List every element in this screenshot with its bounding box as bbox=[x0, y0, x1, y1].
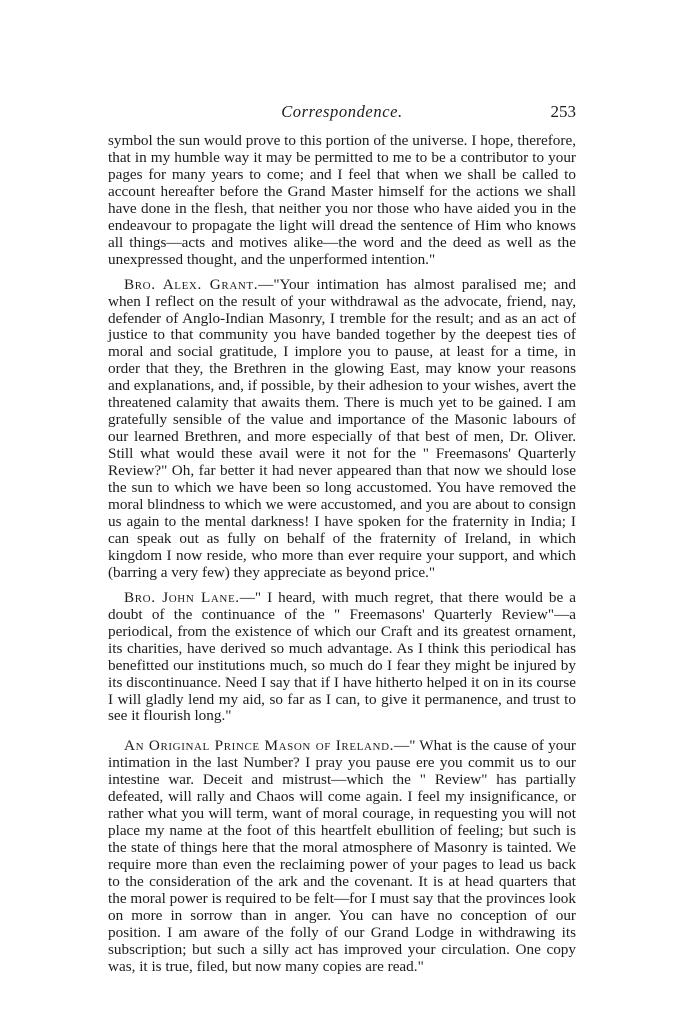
paragraph-letter-alex-grant bbox=[108, 277, 576, 582]
page-number: 253 bbox=[550, 102, 576, 121]
paragraph-continuation bbox=[108, 133, 576, 269]
speaker-name: Bro. Alex. Grant. bbox=[124, 275, 259, 293]
paragraph-letter-john-lane bbox=[108, 590, 576, 726]
running-title: Correspondence. bbox=[281, 102, 403, 121]
paragraph-text: —"Your intimation has almost paralised me; and when I reflect on the result of your withdrawal as the advocate, friend, nay, defender of Anglo-Indian Masonry, I tremble for the result; and as an act of justice to that community you have banded together by the deepest ties of moral and social gratitude, I implore you to pause, at least for a time, in order that they, the Brethren in the glowing East, may know your reasons and explanations, and, if possible, by their adhesion to your wishes, avert the threatened calamity that awaits them. There is much yet to be gained. I am gratefully sensible of the value and importance of the Masonic labours of our learned Brethren, and more especially of that best of men, Dr. Oliver. Still what would these avail were it not for the " Freemasons' Quarterly Review?" Oh, far better it had never appeared than that now we should lose the sun to which we have been so long accustomed. You have removed the moral blindness to which we were accustomed, and you are about to consign us again to the mental darkness! I have spoken for the fraternity in India; I can speak out as fully on behalf of the fraternity of Ireland, in which kingdom I now reside, who more than ever require your support, and which (barring a very few) they appreciate as beyond price." bbox=[108, 275, 576, 581]
paragraph-text: —" I heard, with much regret, that there would be a doubt of the continuance of the " Freemasons' Quarterly Review"—a periodical, from the existence of which our Craft and its greatest ornament, its charities, have derived so much advantage. As I think this periodical has benefitted our institutions much, so much do I fear they might be injured by its discontinuance. Need I say that if I have hitherto helped it on in its course I will gladly lend my aid, so far as I can, to give it permanence, and trust to see it flourish long." bbox=[108, 588, 576, 725]
body-text bbox=[108, 133, 576, 976]
page-header bbox=[104, 102, 580, 124]
paragraph-text: symbol the sun would prove to this portion of the universe. I hope, therefore, that in my humble way it may be permitted to me to be a contributor to your pages for many years to come; and I feel that when we shall be called to account hereafter before the Grand Master himself for the actions we shall have done in the flesh, that neither you nor those who have aided you in the endeavour to propagate the light will dread the sentence of Him who knows all things—acts and motives alike—the word and the deed as well as the unexpressed thought, and the unperformed intention." bbox=[108, 132, 576, 268]
speaker-name: Bro. John Lane. bbox=[124, 588, 240, 606]
speaker-name: An Original Prince Mason of Ireland. bbox=[124, 737, 395, 755]
paragraph-text: —" What is the cause of your intimation in the last Number? I pray you pause ere you commit us to our intestine war. Deceit and mistrust—which the " Review" has partially defeated, will rally and Chaos will come again. I feel my insignificance, or rather what you will term, want of moral courage, in requesting you will not place my name at the foot of this heartfelt ebullition of feeling; but such is the state of things here that the moral atmosphere of Masonry is tainted. We require more than even the reclaiming power of your pages to lead us back to the consideration of the ark and the covenant. It is at head quarters that the moral power is required to be felt—for I must say that the provinces look on more in sorrow than in anger. You can have no conception of our position. I am aware of the folly of our Grand Lodge in withdrawing its subscription; but such a silly act has improved your circulation. One copy was, it is true, filed, but now many copies are read." bbox=[108, 737, 576, 975]
paragraph-letter-prince-mason bbox=[108, 738, 576, 975]
